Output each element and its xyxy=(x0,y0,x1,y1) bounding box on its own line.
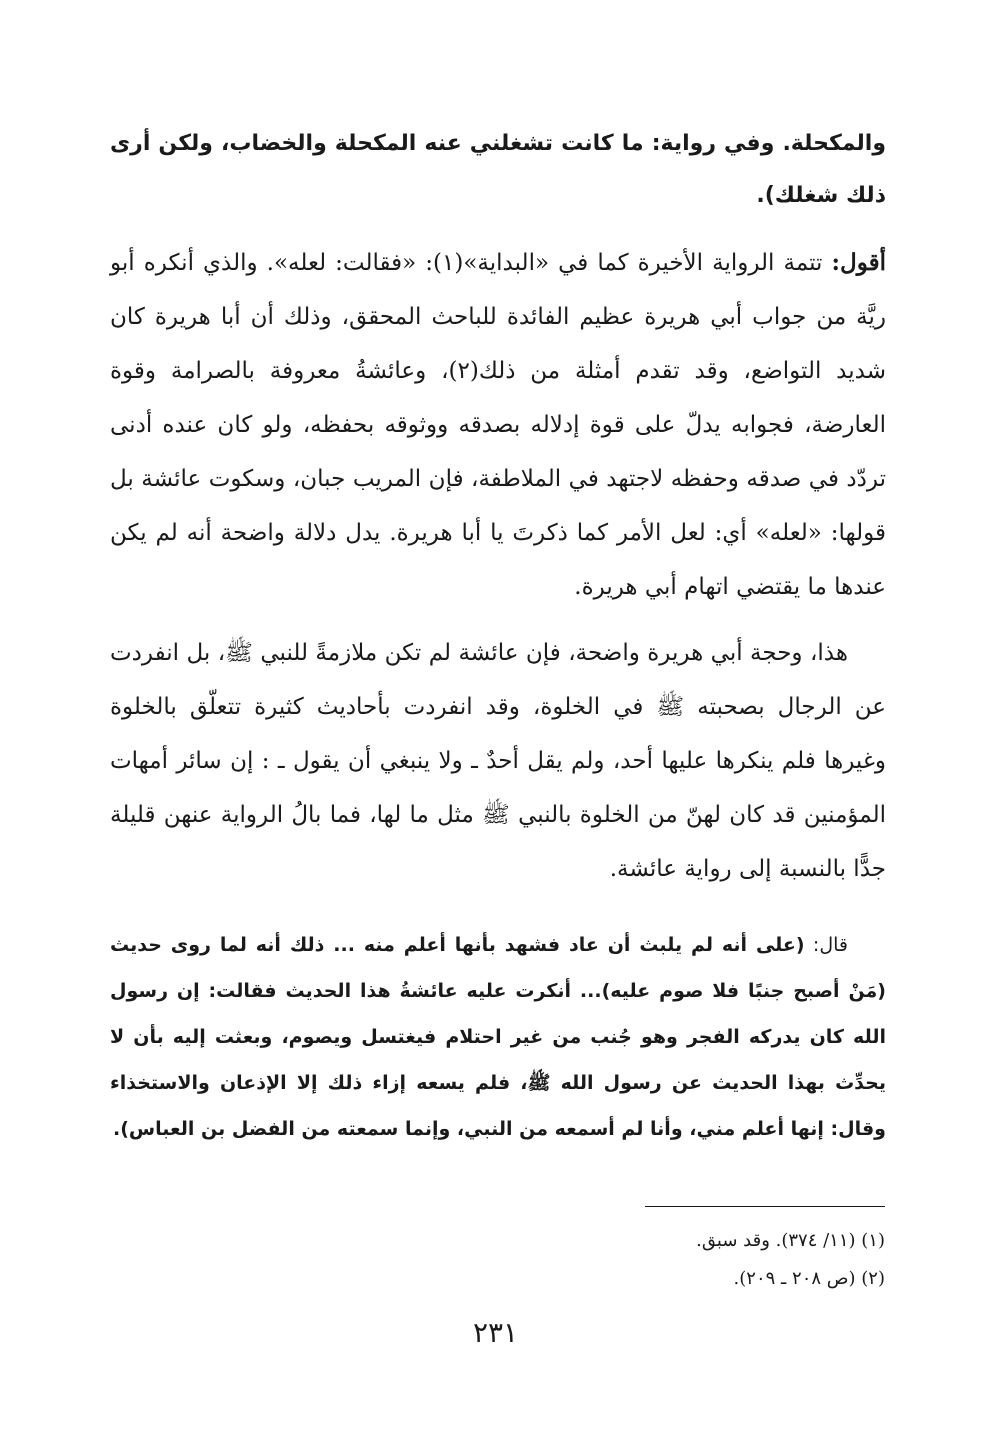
paragraph-aqool-body: تتمة الرواية الأخيرة كما في «البداية»(١): «فقالت: لعله». والذي أنكره أبو ريَّة من جواب أبي هريرة عظيم الفائدة للباحث المحقق، وذلك أن أبا هريرة كان شديد التواضع، وقد تقدم أمثلة من ذلك(٢)، وعائشةُ معروفة بالصرامة وقوة العارضة، فجوابه يدلّ على قوة إدلاله بصدقه ووثوقه بحفظه، ولو كان عنده أدنى تردّد في صدقه وحفظه لاجتهد في الملاطفة، فإن المريب جبان، وسكوت عائشة بل قولها: «لعله» أي: لعل الأمر كما ذكرتَ يا أبا هريرة. يدل دلالة واضحة أنه لم يكن عندها ما يقتضي اتهام أبي هريرة. xyxy=(110,250,886,600)
quoted-passage xyxy=(110,922,886,1152)
paragraph-hatha: هذا، وحجة أبي هريرة واضحة، فإن عائشة لم تكن ملازمةً للنبي ﷺ، بل انفردت عن الرجال بصحبته ﷺ في الخلوة، وقد انفردت بأحاديث كثيرة تتعلّق بالخلوة وغيرها فلم ينكرها عليها أحد، ولم يقل أحدٌ ـ ولا ينبغي أن يقول ـ : إن سائر أمهات المؤمنين قد كان لهنّ من الخلوة بالنبي ﷺ مثل ما لها، فما بالُ الرواية عنهن قليلة جدًّا بالنسبة إلى رواية عائشة. xyxy=(110,640,886,882)
footnote-separator xyxy=(645,1206,885,1207)
page-number: ٢٣١ xyxy=(472,1316,519,1349)
quote-continuation: والمكحلة. وفي رواية: ما كانت تشغلني عنه المكحلة والخضاب، ولكن أرى ذلك شغلك). xyxy=(110,131,886,208)
quoted-passage-lead: قال: xyxy=(804,934,849,956)
paragraph-aqool xyxy=(110,236,886,614)
footnote-2: (٢) (ص ٢٠٨ ـ ٢٠٩). xyxy=(733,1268,885,1289)
paragraph-lead: أقول: xyxy=(831,249,886,276)
footnote-1: (١) (١١/ ٣٧٤). وقد سبق. xyxy=(696,1230,885,1251)
quoted-passage-body: (على أنه لم يلبث أن عاد فشهد بأنها أعلم منه ... ذلك أنه لما روى حديث (مَنْ أصبح جنبًا فلا صوم عليه)... أنكرت عليه عائشةُ هذا الحديث فقالت: إن رسول الله كان يدركه الفجر وهو جُنب من غير احتلام فيغتسل ويصوم، وبعثت إليه بأن لا يحدِّث بهذا الحديث عن رسول الله ﷺ، فلم يسعه إزاء ذلك إلا الإذعان والاستخذاء وقال: إنها أعلم مني، وأنا لم أسمعه من النبي، وإنما سمعته من الفضل بن العباس). xyxy=(110,934,886,1140)
footnotes xyxy=(285,1222,885,1298)
page-body xyxy=(110,118,886,1152)
